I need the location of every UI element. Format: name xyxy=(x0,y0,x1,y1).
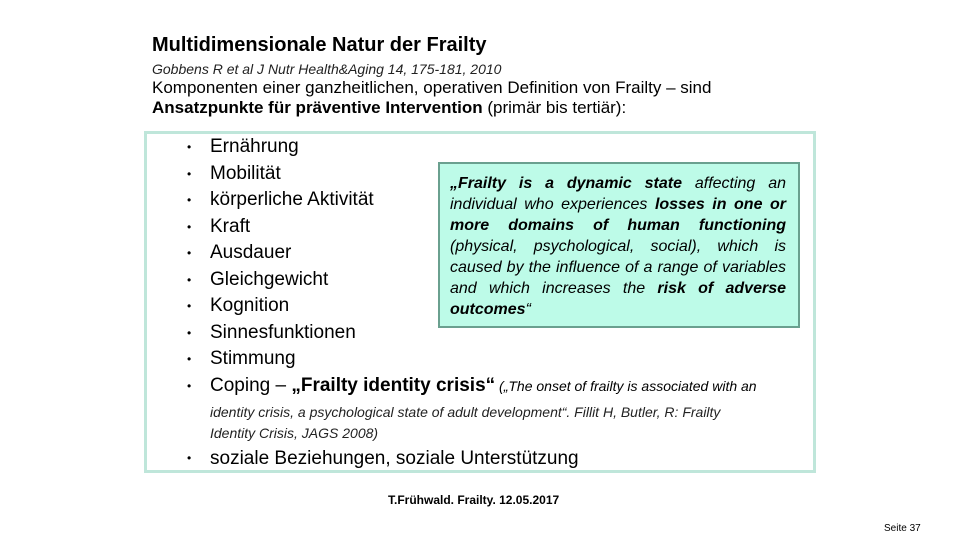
list-item-label: Kraft xyxy=(210,215,251,237)
bullet-icon: • xyxy=(187,219,192,234)
coping-note: („The onset of frailty is associated with an xyxy=(495,377,757,394)
list-item-label: Kognition xyxy=(210,295,290,316)
intro-bold: Ansatzpunkte für präventive Intervention xyxy=(152,98,483,117)
list-item-label: Stimmung xyxy=(210,348,296,369)
bullet-icon: • xyxy=(187,325,192,340)
bullet-icon: • xyxy=(187,451,192,465)
quote-part: (physical, psychological, social), which is caused by the influence of a range of variables and which increases the xyxy=(450,238,786,297)
list-item-coping xyxy=(187,373,757,400)
bullet-icon: • xyxy=(187,272,192,287)
quote-part: risk of adverse outcomes xyxy=(450,280,787,318)
list-item-label: körperliche Aktivität xyxy=(210,189,374,210)
bullet-icon: • xyxy=(187,166,192,181)
intro-line-1: Komponenten einer ganzheitlichen, operativen Definition von Frailty – sind xyxy=(152,78,712,97)
coping-continuation-line-2: Identity Crisis, JAGS 2008) xyxy=(210,425,379,441)
bullet-icon: • xyxy=(187,299,192,313)
bullet-icon: • xyxy=(187,352,192,366)
coping-bold: „Frailty identity crisis“ xyxy=(291,374,496,396)
list-item-label: Ernährung xyxy=(210,136,299,157)
bullet-icon: • xyxy=(187,246,192,260)
quote-part: affecting an individual who experiences xyxy=(450,175,786,213)
coping-continuation xyxy=(210,402,720,444)
definition-quote-box xyxy=(438,162,800,328)
quote-part: losses in one or more domains of human functioning xyxy=(450,196,787,234)
page-number: Seite 37 xyxy=(884,523,921,534)
intro-text xyxy=(152,78,711,118)
slide-title: Multidimensionale Natur der Frailty xyxy=(152,34,487,56)
intro-line-2 xyxy=(152,98,711,118)
coping-continuation-line-1: identity crisis, a psychological state of adult development“. Fillit H, Butler, R: Frailty xyxy=(210,404,721,420)
coping-prefix: Coping – xyxy=(210,374,292,396)
list-item xyxy=(187,134,757,161)
list-item-label: Mobilität xyxy=(210,162,281,184)
list-item-social xyxy=(187,448,579,470)
list-item-label: Sinnesfunktionen xyxy=(210,321,356,343)
bullet-icon: • xyxy=(187,140,192,154)
quote-part: “ xyxy=(525,301,531,318)
quote-part: „Frailty is a dynamic state xyxy=(450,175,682,192)
footer-text: T.Frühwald. Frailty. 12.05.2017 xyxy=(388,493,560,507)
list-item-label: Ausdauer xyxy=(210,242,292,263)
social-label: soziale Beziehungen, soziale Unterstützung xyxy=(210,448,579,469)
bullet-icon: • xyxy=(187,193,192,207)
list-item-label: Gleichgewicht xyxy=(210,268,329,290)
citation: Gobbens R et al J Nutr Health&Aging 14, 175-181, 2010 xyxy=(152,61,502,77)
list-item xyxy=(187,346,757,373)
bullet-icon: • xyxy=(187,378,192,393)
intro-rest: (primär bis tertiär): xyxy=(482,98,627,117)
